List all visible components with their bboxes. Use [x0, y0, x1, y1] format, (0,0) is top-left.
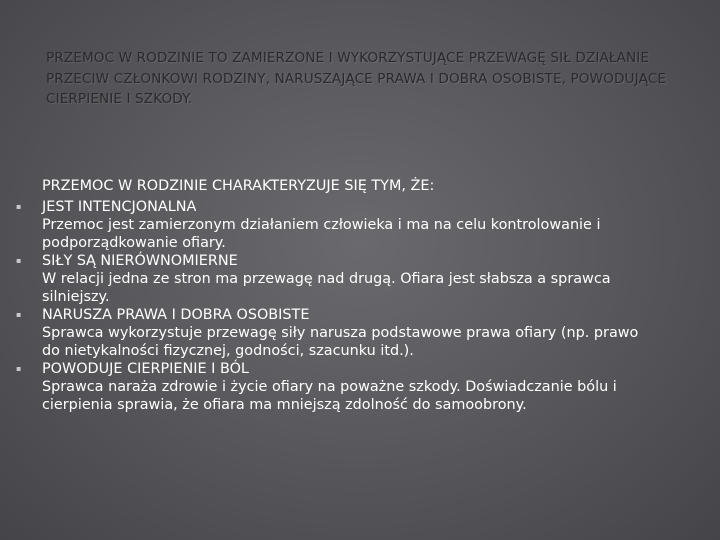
- slide-content: [16, 177, 716, 414]
- square-bullet-icon: ▪: [16, 364, 22, 373]
- item-description: W relacji jedna ze stron ma przewagę nad drugą. Ofiara jest słabsza a sprawca silniejszy.: [42, 271, 611, 305]
- square-bullet-icon: ▪: [16, 256, 22, 265]
- item-heading: NARUSZA PRAWA I DOBRA OSOBISTE: [42, 307, 310, 323]
- item-heading: POWODUJE CIERPIENIE I BÓL: [42, 361, 249, 377]
- list-item: [16, 360, 716, 414]
- item-heading: SIŁY SĄ NIERÓWNOMIERNE: [42, 253, 238, 269]
- slide-title: PRZEMOC W RODZINIE TO ZAMIERZONE I WYKORZYSTUJĄCE PRZEWAGĘ SIŁ DZIAŁANIE PRZECIW CZŁONKOWI RODZINY, NARUSZAJĄCE PRAWA I DOBRA OSOBISTE, POWODUJĄCE CIERPIENIE I SZKODY.: [46, 50, 667, 107]
- list-item: [16, 306, 716, 360]
- square-bullet-icon: ▪: [16, 202, 22, 211]
- list-item: [16, 198, 716, 252]
- item-description: Sprawca wykorzystuje przewagę siły narusza podstawowe prawa ofiary (np. prawo do nietykalności fizycznej, godności, szacunku itd.).: [42, 325, 639, 359]
- list-item: [16, 252, 716, 306]
- square-bullet-icon: ▪: [16, 310, 22, 319]
- intro-text: PRZEMOC W RODZINIE CHARAKTERYZUJE SIĘ TYM, ŻE:: [42, 178, 435, 194]
- item-heading: JEST INTENCJONALNA: [42, 199, 197, 215]
- item-description: Sprawca naraża zdrowie i życie ofiary na poważne szkody. Doświadczanie bólu i cierpienia sprawia, że ofiara ma mniejszą zdolność do samoobrony.: [42, 379, 617, 413]
- item-description: Przemoc jest zamierzonym działaniem człowieka i ma na celu kontrolowanie i podporządkowanie ofiary.: [42, 217, 601, 251]
